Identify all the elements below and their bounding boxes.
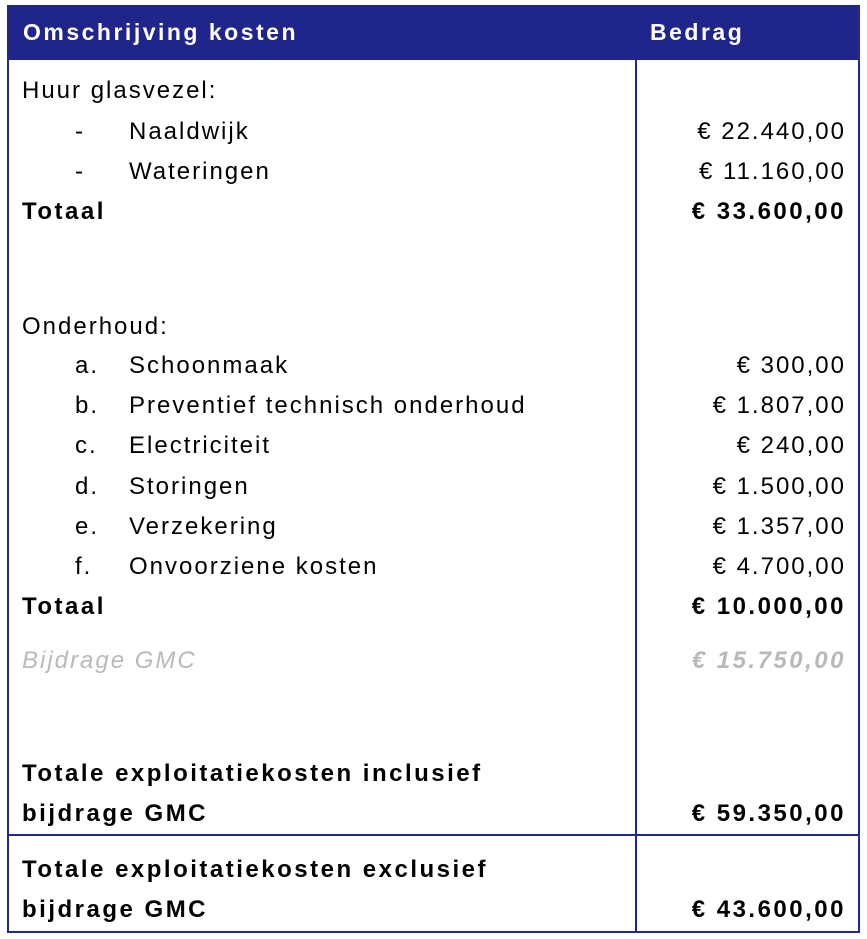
- item-amount-preventief: € 1.807,00: [712, 392, 846, 419]
- cost-table: [7, 5, 860, 933]
- list-marker: e.: [75, 513, 100, 540]
- section2-total-amount: € 10.000,00: [691, 593, 846, 620]
- section1-total-label: Totaal: [22, 198, 106, 225]
- item-amount-naaldwijk: € 22.440,00: [697, 118, 846, 145]
- section2-total-label: Totaal: [22, 593, 106, 620]
- item-label-onvoorziene: Onvoorziene kosten: [129, 553, 379, 580]
- list-marker: a.: [75, 352, 100, 379]
- total-incl-amount: € 59.350,00: [691, 800, 846, 827]
- total-excl-label-line2: bijdrage GMC: [22, 896, 209, 923]
- total-excl-amount: € 43.600,00: [691, 896, 846, 923]
- item-amount-storingen: € 1.500,00: [712, 473, 846, 500]
- item-amount-electriciteit: € 240,00: [736, 432, 846, 459]
- item-label-verzekering: Verzekering: [129, 513, 278, 540]
- item-label-wateringen: Wateringen: [129, 158, 271, 185]
- list-marker: c.: [75, 432, 98, 459]
- item-amount-onvoorziene: € 4.700,00: [712, 553, 846, 580]
- section-title-onderhoud: Onderhoud:: [22, 313, 169, 340]
- total-incl-label-line1: Totale exploitatiekosten inclusief: [22, 760, 483, 787]
- row-divider: [9, 834, 858, 836]
- item-label-electriciteit: Electriciteit: [129, 432, 272, 459]
- item-label-storingen: Storingen: [129, 473, 250, 500]
- total-incl-label-line2: bijdrage GMC: [22, 800, 209, 827]
- total-excl-label-line1: Totale exploitatiekosten exclusief: [22, 856, 489, 883]
- item-label-preventief: Preventief technisch onderhoud: [129, 392, 527, 419]
- header-amount: Bedrag: [650, 19, 745, 45]
- column-divider: [635, 60, 637, 931]
- item-label-naaldwijk: Naaldwijk: [129, 118, 250, 145]
- contribution-amount: € 15.750,00: [691, 647, 846, 674]
- list-marker: -: [75, 158, 85, 185]
- header-description: Omschrijving kosten: [23, 19, 299, 45]
- section-title-huur: Huur glasvezel:: [22, 77, 218, 104]
- list-marker: d.: [75, 473, 100, 500]
- item-amount-wateringen: € 11.160,00: [698, 158, 846, 185]
- item-amount-verzekering: € 1.357,00: [712, 513, 846, 540]
- table-header: [9, 5, 858, 60]
- list-marker: b.: [75, 392, 100, 419]
- contribution-label: Bijdrage GMC: [22, 647, 197, 674]
- item-label-schoonmaak: Schoonmaak: [129, 352, 290, 379]
- section1-total-amount: € 33.600,00: [691, 198, 846, 225]
- list-marker: f.: [75, 553, 93, 580]
- list-marker: -: [75, 118, 85, 145]
- item-amount-schoonmaak: € 300,00: [736, 352, 846, 379]
